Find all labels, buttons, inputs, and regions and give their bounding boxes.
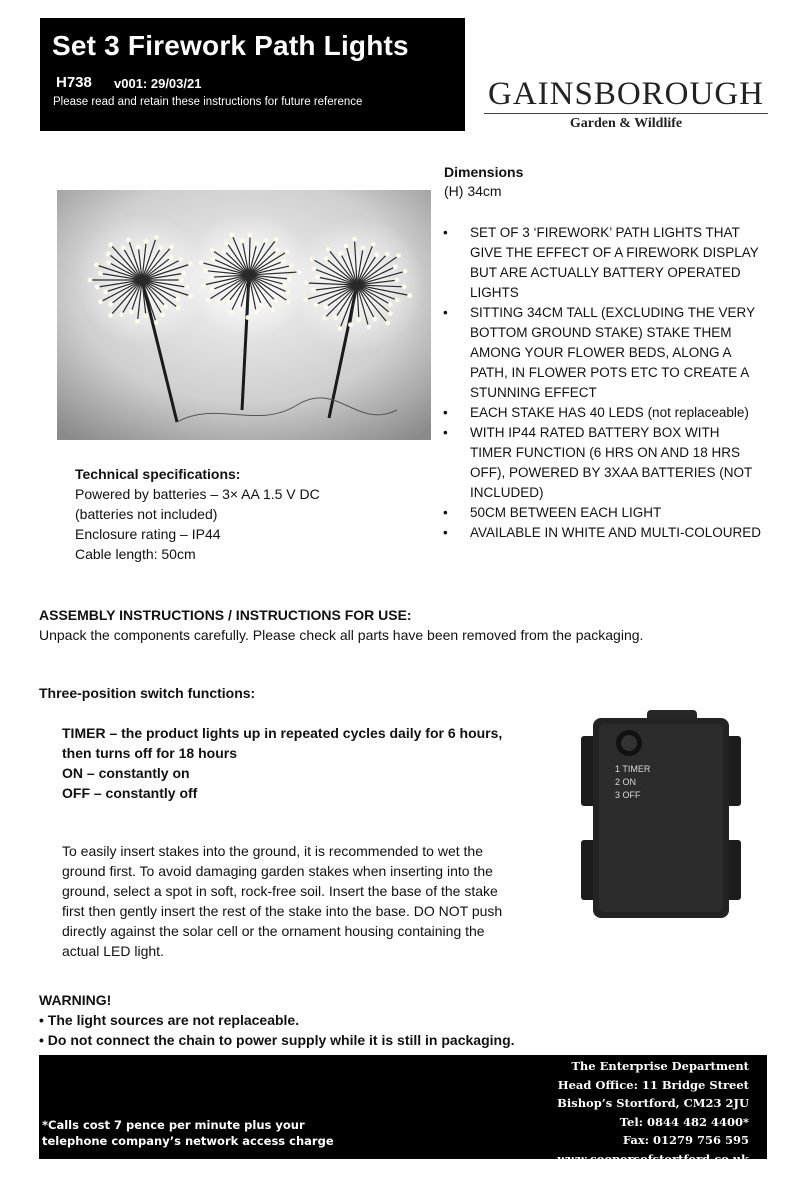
spec-line: (batteries not included) xyxy=(75,506,218,522)
stake-instructions: To easily insert stakes into the ground, it is recommended to wet the ground first. To avoid damaging garden stakes when inserting into the ground, select a spot in soft, rock-free soil. Insert the base of the stake first then gently insert the rest of the stake into the base. DO NOT push directly against the solar cell or the ornament housing containing the actual LED light. xyxy=(62,843,503,959)
spec-line: Enclosure rating – IP44 xyxy=(75,526,221,542)
list-item: • WITH IP44 RATED BATTERY BOX WITH TIMER FUNCTION (6 HRS ON AND 18 HRS OFF), POWERED BY 3XAA BATTERIES (NOT INCLUDED) xyxy=(443,425,753,500)
warning-heading: WARNING! xyxy=(39,992,112,1008)
switch-functions xyxy=(62,723,502,803)
technical-specs xyxy=(75,464,320,564)
contact-line: Fax: 01279 756 595 xyxy=(622,1133,749,1147)
call-note-line: telephone company’s network access charge xyxy=(42,1134,334,1148)
footer-banner xyxy=(39,1055,767,1166)
contact-line: Tel: 0844 482 4400* xyxy=(619,1114,749,1129)
dimensions-heading: Dimensions xyxy=(444,164,524,180)
contact-line: Head Office: 11 Bridge Street xyxy=(557,1077,749,1092)
list-item: • EACH STAKE HAS 40 LEDS (not replaceable) xyxy=(443,405,749,420)
spec-line: Powered by batteries – 3× AA 1.5 V DC xyxy=(75,486,320,502)
brand-name: GAINSBOROUGH xyxy=(487,76,765,112)
spec-line: Cable length: 50cm xyxy=(75,546,196,562)
call-note-line: *Calls cost 7 pence per minute plus your xyxy=(42,1118,305,1132)
contact-details xyxy=(557,1057,749,1168)
assembly-heading: ASSEMBLY INSTRUCTIONS / INSTRUCTIONS FOR USE: xyxy=(39,607,412,623)
warning-section xyxy=(39,990,515,1050)
version-label: v001: 29/03/21 xyxy=(114,76,202,91)
brand-logo xyxy=(484,76,768,132)
page-title: Set 3 Firework Path Lights xyxy=(52,30,409,61)
call-cost-note xyxy=(42,1117,334,1149)
contact-line: The Enterprise Department xyxy=(571,1059,749,1073)
assembly-text: Unpack the components carefully. Please check all parts have been removed from the packaging. xyxy=(39,627,644,643)
battery-label: 3 OFF xyxy=(615,790,641,800)
product-photo xyxy=(57,190,431,440)
retain-note: Please read and retain these instructions for future reference xyxy=(53,96,363,108)
battery-label: 2 ON xyxy=(615,777,637,787)
switch-line: TIMER – the product lights up in repeated cycles daily for 6 hours, xyxy=(62,725,503,741)
battery-box-photo xyxy=(575,710,747,922)
contact-line: Bishop’s Stortford, CM23 2JU xyxy=(557,1096,749,1110)
switch-heading: Three-position switch functions: xyxy=(39,685,256,701)
switch-line: then turns off for 18 hours xyxy=(62,745,237,761)
header-banner xyxy=(40,18,465,131)
brand-divider xyxy=(484,113,768,114)
list-item: • SITTING 34CM TALL (EXCLUDING THE VERY BOTTOM GROUND STAKE) STAKE THEM AMONG YOUR FLOWER BEDS, ALONG A PATH, IN FLOWER POTS ETC TO CREATE A STUNNING EFFECT xyxy=(443,305,755,400)
list-item: • SET OF 3 ‘FIREWORK’ PATH LIGHTS THAT GIVE THE EFFECT OF A FIREWORK DISPLAY BUT ARE ACTUALLY BATTERY OPERATED LIGHTS xyxy=(443,225,759,300)
battery-label: 1 TIMER xyxy=(615,764,651,774)
switch-line: ON – constantly on xyxy=(62,765,190,781)
switch-line: OFF – constantly off xyxy=(62,785,198,801)
specs-heading: Technical specifications: xyxy=(75,466,241,482)
list-item: • 50CM BETWEEN EACH LIGHT xyxy=(443,505,662,520)
list-item: • AVAILABLE IN WHITE AND MULTI-COLOURED xyxy=(443,525,762,540)
feature-list xyxy=(444,223,764,543)
brand-subtitle: Garden & Wildlife xyxy=(569,116,683,131)
product-code: H738 xyxy=(56,74,92,91)
warning-line: • Do not connect the chain to power supply while it is still in packaging. xyxy=(39,1032,515,1048)
warning-line: • The light sources are not replaceable. xyxy=(39,1012,300,1028)
dimensions-value: (H) 34cm xyxy=(444,183,502,199)
website-link[interactable]: www.coopersofstortford.co.uk xyxy=(557,1151,749,1166)
